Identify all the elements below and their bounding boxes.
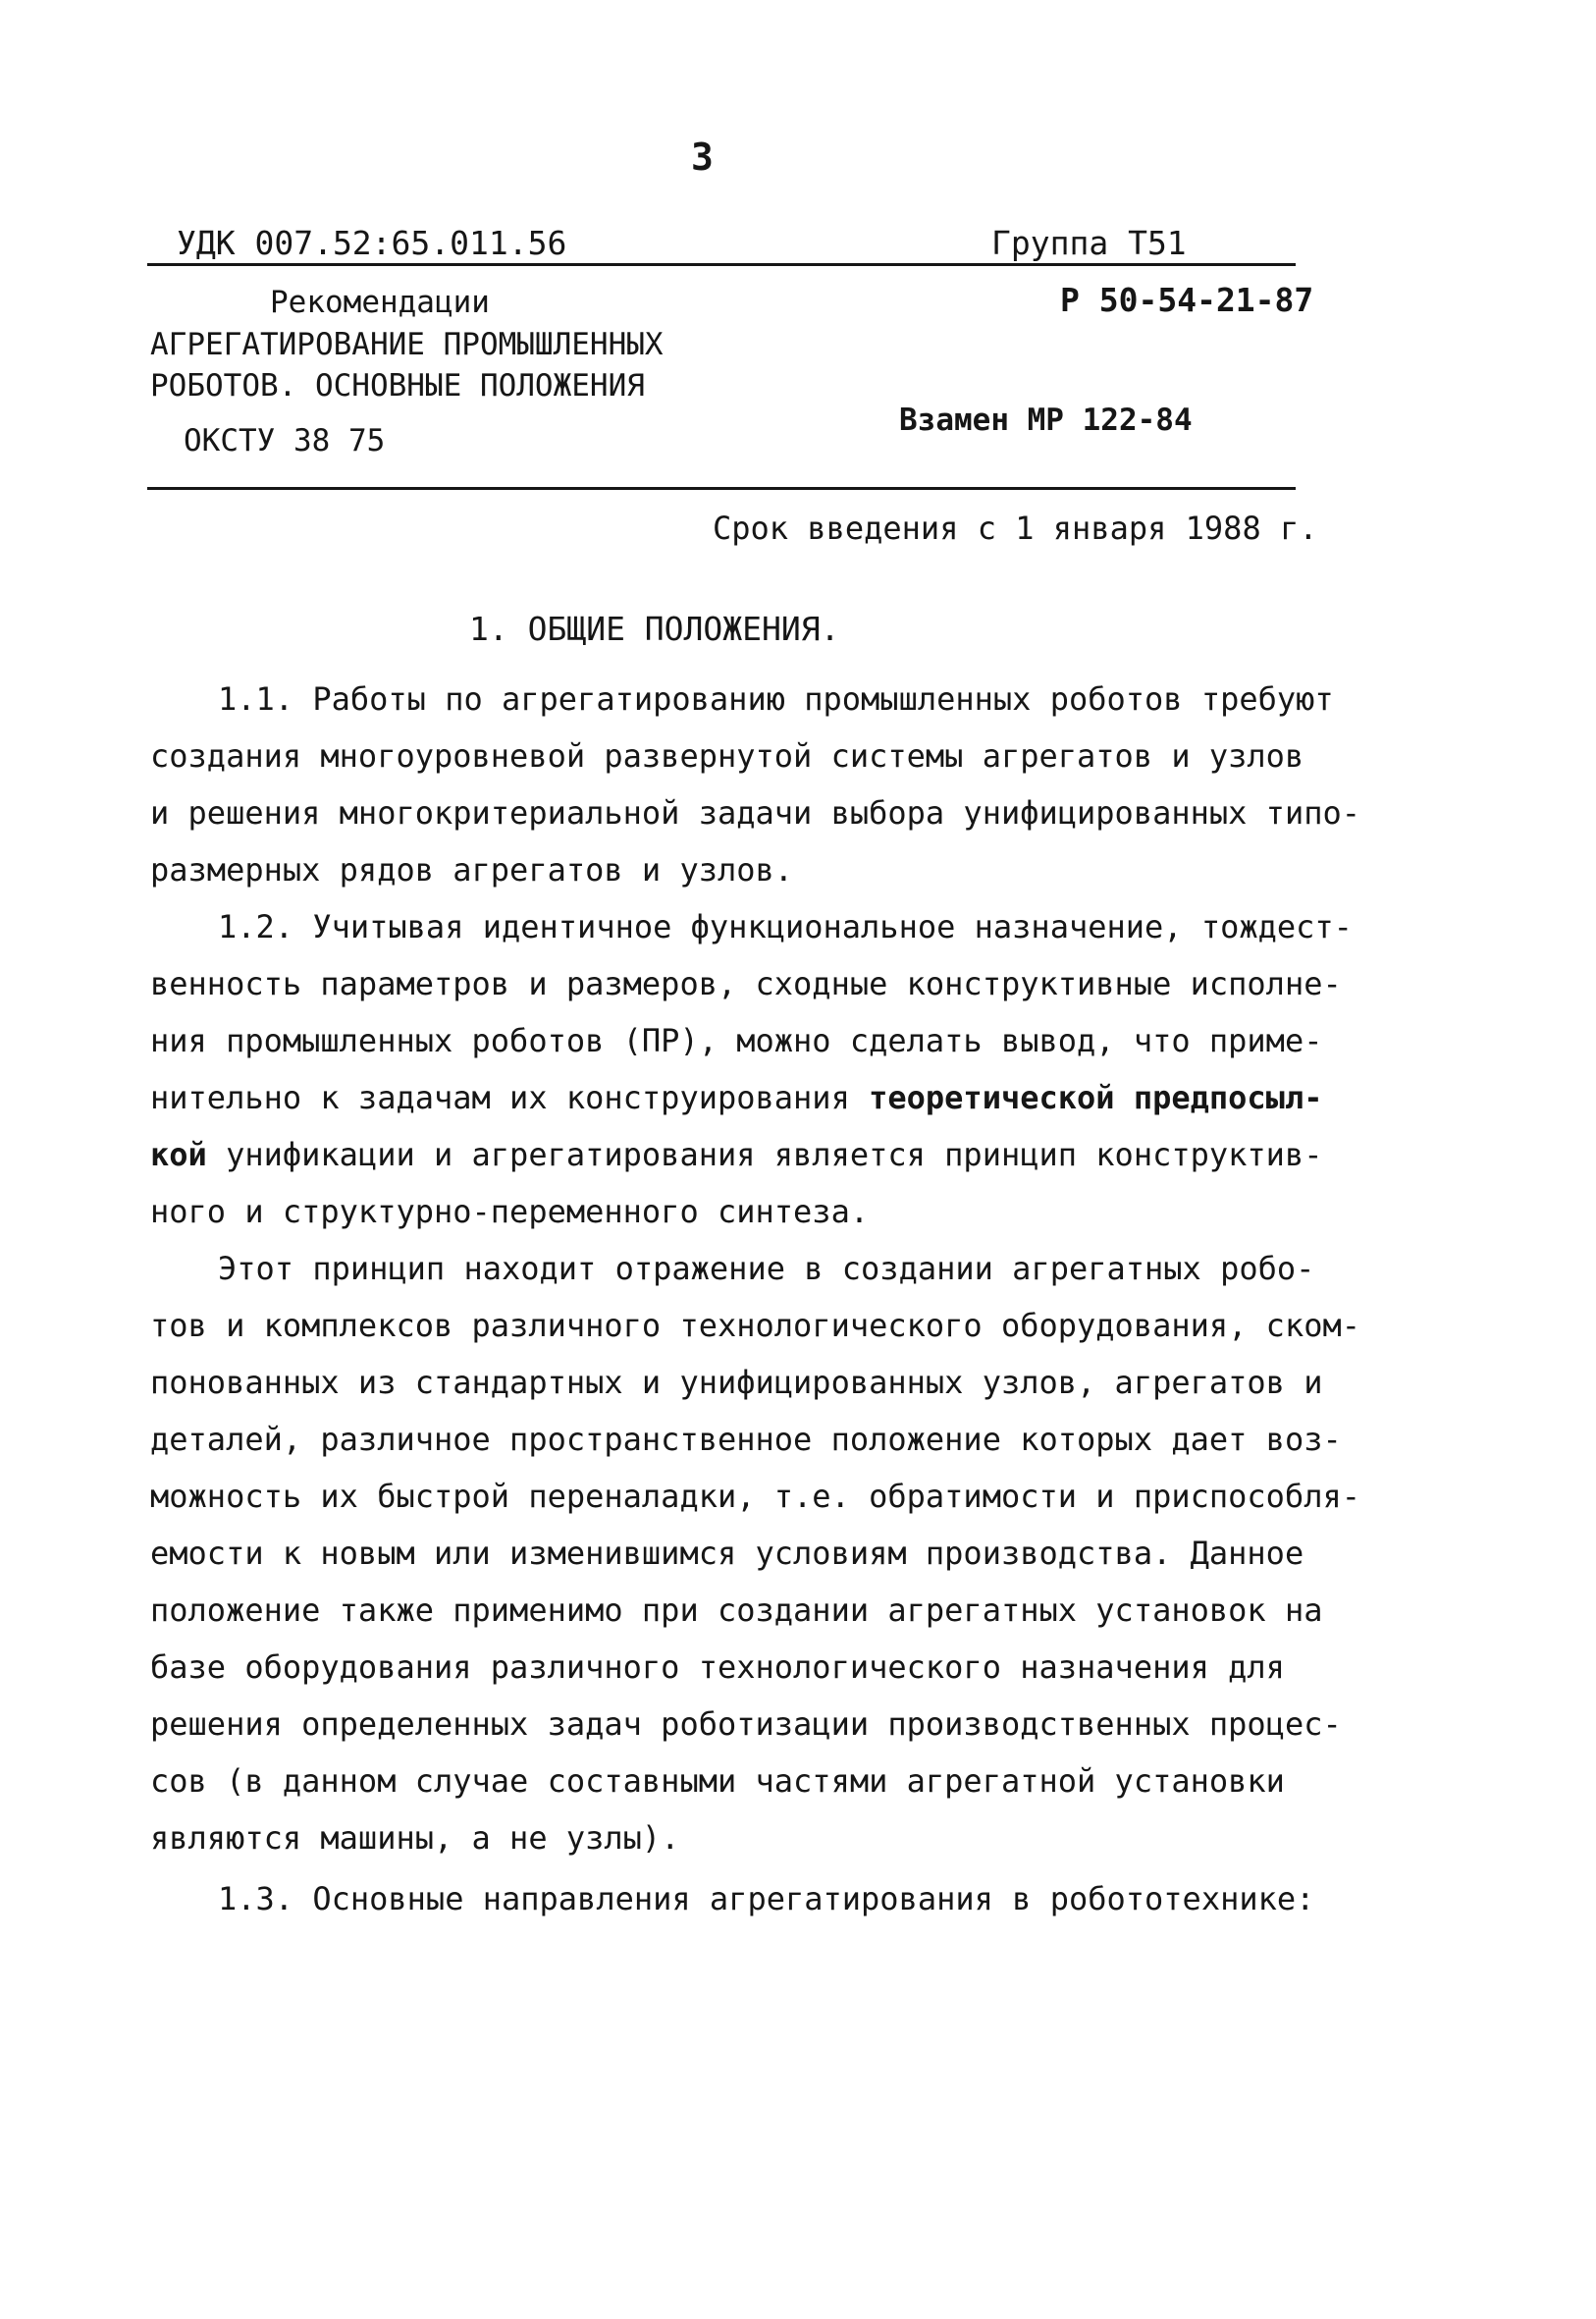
paragraph-line: ния промышленных роботов (ПР), можно сделать вывод, что приме- (150, 1022, 1323, 1059)
effective-date: Срок введения с 1 января 1988 г. (713, 510, 1318, 547)
bold-text: теоретической предпосыл- (869, 1079, 1323, 1116)
paragraph-line: ного и структурно-переменного синтеза. (150, 1193, 870, 1230)
paragraph-line: базе оборудования различного технологического назначения для (150, 1648, 1285, 1686)
replaces-note: Взамен МР 122-84 (899, 403, 1193, 438)
paragraph-line: 1.1. Работы по агрегатированию промышленных роботов требуют (218, 680, 1334, 718)
paragraph-line (150, 1136, 1322, 1173)
paragraph-line (150, 1079, 1322, 1116)
document-code: Р 50-54-21-87 (1060, 281, 1314, 319)
paragraph-line: положение также применимо при создании агрегатных установок на (150, 1591, 1323, 1629)
okstu-code: ОКСТУ 38 75 (184, 423, 386, 458)
bold-text: кой (150, 1136, 207, 1173)
paragraph-line: емости к новым или изменившимся условиям производства. Данное (150, 1535, 1304, 1572)
paragraph-line: сов (в данном случае составными частями агрегатной установки (150, 1762, 1285, 1800)
paragraph-line: Этот принцип находит отражение в создании агрегатных робо- (218, 1250, 1315, 1287)
udk-code: УДК 007.52:65.011.56 (177, 224, 567, 262)
document-type-label: Рекомендации (270, 285, 490, 320)
document-title-line-2: РОБОТОВ. ОСНОВНЫЕ ПОЛОЖЕНИЯ (150, 368, 645, 404)
paragraph-line: и решения многокритериальной задачи выбора унифицированных типо- (150, 794, 1360, 832)
paragraph-line: венность параметров и размеров, сходные конструктивные исполне- (150, 965, 1342, 1002)
section-title: 1. ОБЩИЕ ПОЛОЖЕНИЯ. (469, 610, 840, 648)
paragraph-text: унификации и агрегатирования является принцип конструктив- (226, 1136, 1323, 1173)
paragraph-line: являются машины, а не узлы). (150, 1819, 680, 1857)
paragraph-line: размерных рядов агрегатов и узлов. (150, 851, 794, 889)
page-number: 3 (691, 135, 714, 179)
paragraph-line: понованных из стандартных и унифицированных узлов, агрегатов и (150, 1364, 1323, 1401)
group-code: Группа Т51 (991, 224, 1187, 262)
paragraph-text: нительно к задачам их конструирования (150, 1079, 850, 1116)
paragraph-line: деталей, различное пространственное положение которых дает воз- (150, 1421, 1342, 1458)
paragraph-line: 1.3. Основные направления агрегатирования в робототехнике: (218, 1880, 1315, 1917)
paragraph-line: 1.2. Учитывая идентичное функциональное назначение, тождест- (218, 908, 1353, 945)
paragraph-line: тов и комплексов различного технологического оборудования, ском- (150, 1307, 1360, 1344)
paragraph-line: создания многоуровневой развернутой системы агрегатов и узлов (150, 737, 1304, 775)
paragraph-line: решения определенных задач роботизации производственных процес- (150, 1705, 1342, 1743)
document-title-line-1: АГРЕГАТИРОВАНИЕ ПРОМЫШЛЕННЫХ (150, 327, 664, 362)
paragraph-line: можность их быстрой переналадки, т.е. обратимости и приспособля- (150, 1478, 1360, 1515)
